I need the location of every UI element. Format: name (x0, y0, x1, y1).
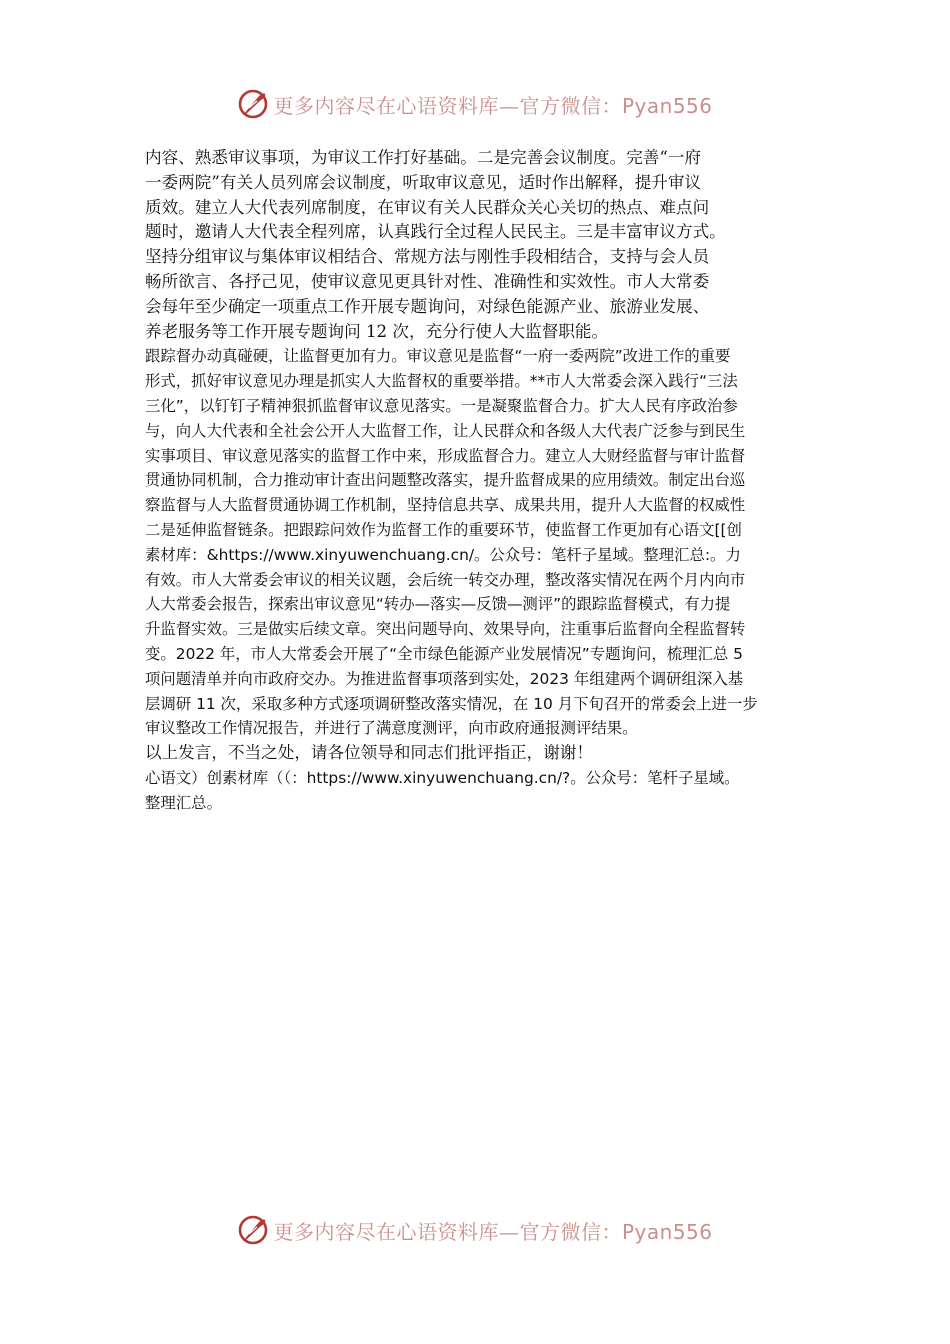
banner-slogan: 更多内容尽在心语资料库—官方微信： (273, 1219, 622, 1244)
banner-text (273, 1216, 712, 1245)
banner-wechat-id: Pyan556 (621, 1219, 713, 1244)
banner-text (273, 90, 712, 119)
paragraph-source-note: 心语文）创素材库（（：https://www.xinyuwenchuang.cn/?。公众号：笔杆子星域。 整理汇总。 (145, 768, 740, 812)
paragraph-closing-remarks: 以上发言，不当之处，请各位领导和同志们批评指正，谢谢！ (145, 743, 594, 763)
footer-banner (0, 1210, 950, 1250)
paragraph-review-methods: 内容、熟悉审议事项，为审议工作打好基础。二是完善会议制度。完善“一府 一委两院”有关人员列席会议制度，听取审议意见，适时作出解释，提升审议 质效。建立人大代表列席制度，在审议有关人民群众关心关切的热点、难点问 题时，邀请人大代表全程列席，认真践行全过程人民民主。三是丰富审议方式。 坚持分组审议与集体审议相结合、常规方法与刚性手段相结合，支持与会人员 畅所欲言、各抒己见，使审议意见更具针对性、准确性和实效性。市人大常委 会每年至少确定一项重点工作开展专题询问，对绿色能源产业、旅游业发展、 养老服务等工作开展专题询问 12 次，充分行使人大监督职能。 (145, 148, 726, 341)
banner-slogan: 更多内容尽在心语资料库—官方微信： (273, 93, 622, 118)
quill-pen-logo-icon (237, 1214, 269, 1246)
document-body (145, 146, 825, 816)
banner-wechat-id: Pyan556 (621, 93, 713, 118)
paragraph-supervision-followup: 跟踪督办动真碰硬，让监督更加有力。审议意见是监督“一府一委两院”改进工作的重要 形式，抓好审议意见办理是抓实人大监督权的重要举措。**市人大常委会深入践行“三法 三化”，以钉钉子精神狠抓监督审议意见落实。一是凝聚监督合力。扩大人民有序政治参 与，向人大代表和全社会公开人大监督工作，让人民群众和各级人大代表广泛参与到民生 实事项目、审议意见落实的监督工作中来，形成监督合力。建立人大财经监督与审计监督 贯通协同机制，合力推动审计查出问题整改落实，提升监督成果的应用绩效。制定出台巡 察监督与人大监督贯通协调工作机制，坚持信息共享、成果共用，提升人大监督的权威性 二是延伸监督链条。把跟踪问效作为监督工作的重要环节，使监督工作更加有心语文[[创 素材库：&https://www.xinyuwenchuang.cn/。公众号：笔杆子星域。整理汇总:。力 有效。市人大常委会审议的相关议题，会后统一转交办理，整改落实情况在两个月内向市 人大常委会报告，探索出审议意见“转办—落实—反馈—测评”的跟踪监督模式，有力提 升监督实效。三是做实后续文章。突出问题导向、效果导向，注重事后监督向全程监督转 变。2022 年，市人大常委会开展了“全市绿色能源产业发展情况”专题询问，梳理汇总 5 项问题清单并向市政府交办。为推进监督事项落到实处，2023 年组建两个调研组深入基 层调研 11 次，采取多种方式逐项调研整改落实情况，在 10 月下旬召开的常委会上进一步 审议整改工作情况报告，并进行了满意度测评，向市政府通报测评结果。 (145, 347, 758, 738)
header-banner (0, 84, 950, 124)
quill-pen-logo-icon (237, 88, 269, 120)
